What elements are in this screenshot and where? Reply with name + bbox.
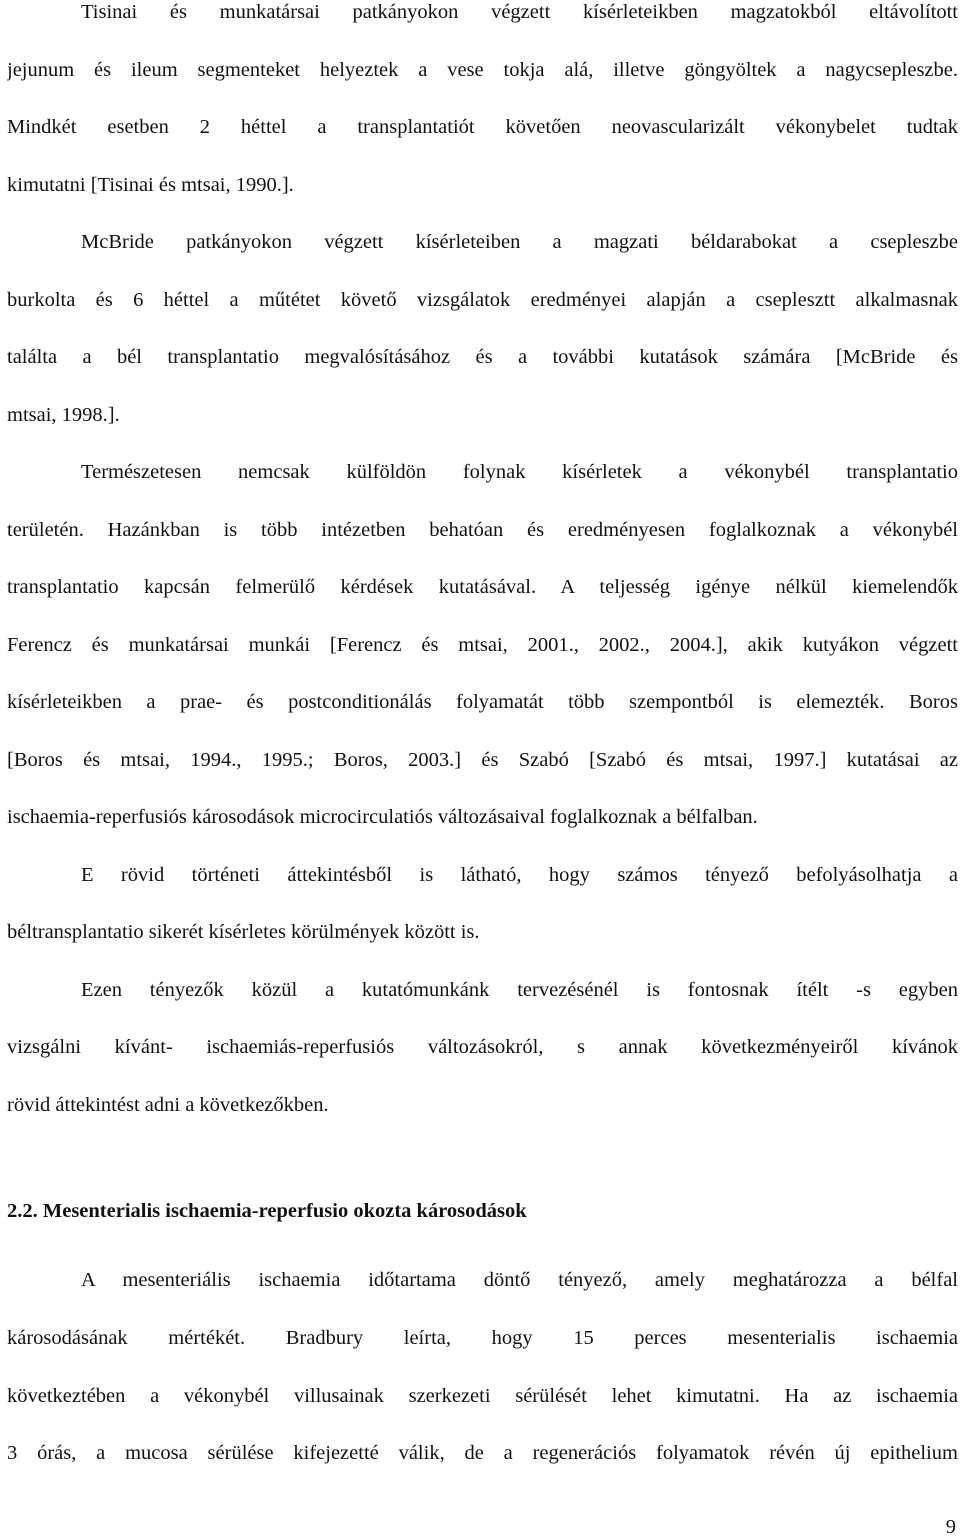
section-heading: 2.2. Mesenterialis ischaemia-reperfusio okozta károsodások — [7, 1200, 527, 1222]
paragraph-3-line-7: ischaemia-reperfusiós károsodások microcirculatiós változásaival foglalkoznak a bélfalban. — [7, 806, 758, 828]
section-paragraph-line-3: következtében a vékonybél villusainak szerkezeti sérülését lehet kimutatni. Ha az ischaemia — [7, 1385, 958, 1407]
paragraph-1-line-3: Mindkét esetben 2 héttel a transplantatiót követően neovascularizált vékonybelet tudtak — [7, 116, 958, 138]
section-paragraph-line-2: károsodásának mértékét. Bradbury leírta, hogy 15 perces mesenterialis ischaemia — [7, 1327, 958, 1349]
paragraph-3-line-5: kísérleteikben a prae- és postconditionálás folyamatát több szempontból is elemezték. Boros — [7, 691, 958, 713]
paragraph-4-line-1: E rövid történeti áttekintésből is látható, hogy számos tényező befolyásolhatja a — [81, 864, 958, 886]
paragraph-2-line-4: mtsai, 1998.]. — [7, 404, 120, 426]
paragraph-1-line-1: Tisinai és munkatársai patkányokon végzett kísérleteikben magzatokból eltávolított — [81, 1, 958, 23]
paragraph-3-line-1: Természetesen nemcsak külföldön folynak kísérletek a vékonybél transplantatio — [81, 461, 958, 483]
section-paragraph-line-4: 3 órás, a mucosa sérülése kifejezetté válik, de a regenerációs folyamatok révén új epithelium — [7, 1442, 958, 1464]
section-paragraph-line-1: A mesenteriális ischaemia időtartama döntő tényező, amely meghatározza a bélfal — [81, 1269, 958, 1291]
paragraph-3-line-2: területén. Hazánkban is több intézetben behatóan és eredményesen foglalkoznak a vékonybél — [7, 519, 958, 541]
paragraph-2-line-3: találta a bél transplantatio megvalósításához és a további kutatások számára [McBride és — [7, 346, 958, 368]
paragraph-3-line-4: Ferencz és munkatársai munkái [Ferencz és mtsai, 2001., 2002., 2004.], akik kutyákon végzett — [7, 634, 958, 656]
paragraph-5-line-1: Ezen tényezők közül a kutatómunkánk tervezésénél is fontosnak ítélt -s egyben — [81, 979, 958, 1001]
paragraph-3-line-6: [Boros és mtsai, 1994., 1995.; Boros, 2003.] és Szabó [Szabó és mtsai, 1997.] kutatásai az — [7, 749, 958, 771]
paragraph-1-line-4: kimutatni [Tisinai és mtsai, 1990.]. — [7, 174, 294, 196]
paragraph-2-line-2: burkolta és 6 héttel a műtétet követő vizsgálatok eredményei alapján a cseplesztt alkalmasnak — [7, 289, 958, 311]
paragraph-1-line-2: jejunum és ileum segmenteket helyeztek a vese tokja alá, illetve göngyöltek a nagycsepleszbe. — [7, 59, 958, 81]
paragraph-3-line-3: transplantatio kapcsán felmerülő kérdések kutatásával. A teljesség igénye nélkül kiemelendők — [7, 576, 958, 598]
paragraph-2-line-1: McBride patkányokon végzett kísérleteiben a magzati béldarabokat a csepleszbe — [81, 231, 958, 253]
page-number: 9 — [945, 1516, 956, 1538]
paragraph-4-line-2: béltransplantatio sikerét kísérletes körülmények között is. — [7, 921, 480, 943]
paragraph-5-line-3: rövid áttekintést adni a következőkben. — [7, 1094, 329, 1116]
paragraph-5-line-2: vizsgálni kívánt- ischaemiás-reperfusiós változásokról, s annak következményeiről kívánok — [7, 1036, 958, 1058]
